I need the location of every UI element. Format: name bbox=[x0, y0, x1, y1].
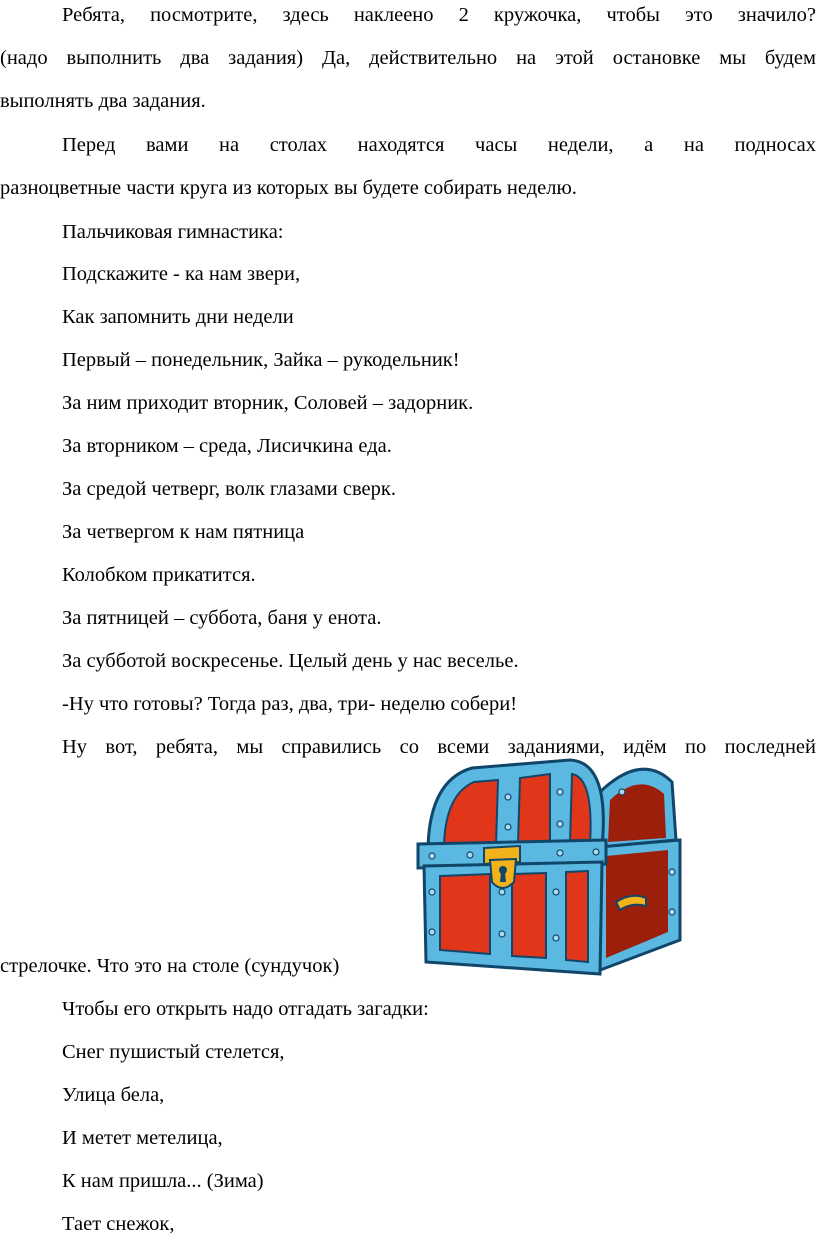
poem-line: Колобком прикатится. bbox=[62, 564, 256, 586]
paragraph-2-line-1: Перед вами на столах находятся часы недели, а на подносах bbox=[62, 134, 816, 156]
riddle-line: К нам пришла... (Зима) bbox=[62, 1170, 264, 1192]
poem-line: Подскажите - ка нам звери, bbox=[62, 263, 301, 285]
poem-line: За вторником – среда, Лисичкина еда. bbox=[62, 435, 392, 457]
poem-line: За субботой воскресенье. Целый день у нас веселье. bbox=[62, 650, 519, 672]
gymnastics-title: Пальчиковая гимнастика: bbox=[62, 221, 284, 243]
riddle-line: Улица бела, bbox=[62, 1084, 165, 1106]
treasure-chest-icon bbox=[410, 752, 688, 977]
paragraph-3-line-1: Ну вот, ребята, мы справились со всеми заданиями, идём по последней bbox=[62, 736, 816, 758]
poem-line: За ним приходит вторник, Соловей – задорник. bbox=[62, 392, 474, 414]
poem-line: -Ну что готовы? Тогда раз, два, три- неделю собери! bbox=[62, 693, 518, 715]
riddle-intro: Чтобы его открыть надо отгадать загадки: bbox=[62, 998, 429, 1020]
poem-line: Первый – понедельник, Зайка – рукодельник! bbox=[62, 349, 460, 371]
poem-line: За пятницей – суббота, баня у енота. bbox=[62, 607, 382, 629]
paragraph-3-line-2: стрелочке. Что это на столе (сундучок) bbox=[0, 955, 340, 977]
paragraph-1-line-2: (надо выполнить два задания) Да, действительно на этой остановке мы будем bbox=[0, 47, 816, 69]
poem-line: За средой четверг, волк глазами сверк. bbox=[62, 478, 396, 500]
riddle-line: Снег пушистый стелется, bbox=[62, 1041, 285, 1063]
poem-line: Как запомнить дни недели bbox=[62, 306, 294, 328]
paragraph-1-line-3: выполнять два задания. bbox=[0, 90, 206, 112]
poem-line: За четвергом к нам пятница bbox=[62, 521, 305, 543]
riddle-line: Тает снежок, bbox=[62, 1213, 175, 1235]
riddle-line: И метет метелица, bbox=[62, 1127, 223, 1149]
paragraph-1-line-1: Ребята, посмотрите, здесь наклеено 2 кружочка, чтобы это значило? bbox=[62, 4, 816, 26]
paragraph-2-line-2: разноцветные части круга из которых вы будете собирать неделю. bbox=[0, 177, 577, 199]
